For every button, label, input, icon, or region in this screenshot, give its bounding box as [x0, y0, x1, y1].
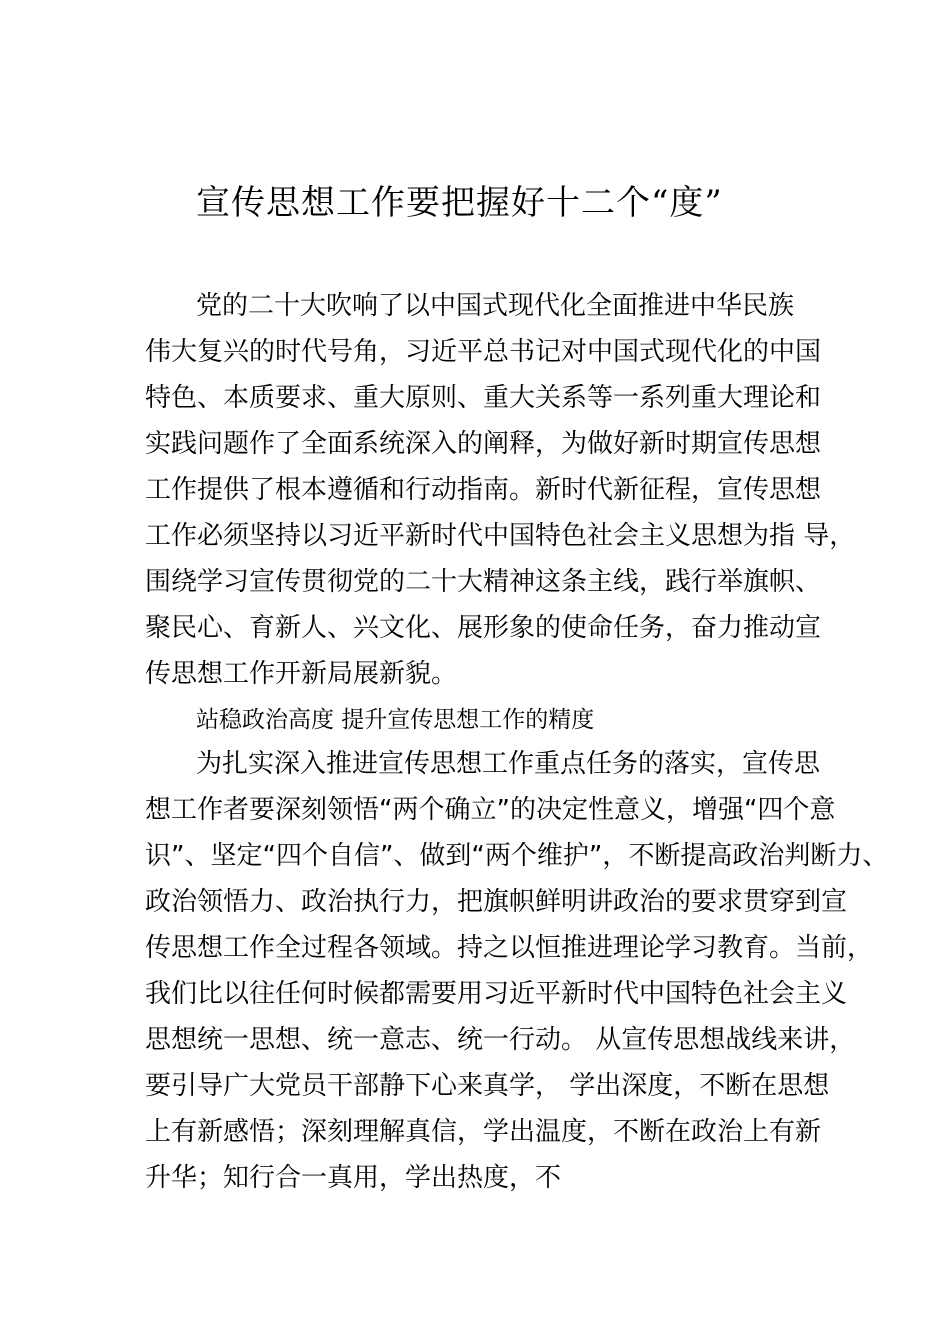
section-heading: 站稳政治高度 提升宣传思想工作的精度	[196, 707, 595, 733]
section-line-3: 识”、坚定“四个自信”、做到“两个维护”，不断提高政治判断力、	[145, 841, 889, 871]
intro-line-4: 实践问题作了全面系统深入的阐释，为做好新时期宣传思想	[145, 429, 822, 459]
intro-line-6: 工作必须坚持以习近平新时代中国特色社会主义思想为指 导，	[145, 521, 856, 551]
section-line-1: 为扎实深入推进宣传思想工作重点任务的落实，宣传思	[196, 749, 821, 779]
section-line-9: 上有新感悟；深刻理解真信，学出温度，不断在政治上有新	[145, 1117, 822, 1147]
section-line-8: 要引导广大党员干部静下心来真学， 学出深度，不断在思想	[145, 1071, 830, 1101]
section-line-6: 我们比以往任何时候都需要用习近平新时代中国特色社会主义	[145, 979, 848, 1009]
intro-line-5: 工作提供了根本遵循和行动指南。新时代新征程，宣传思想	[145, 475, 822, 505]
intro-line-3: 特色、本质要求、重大原则、重大关系等一系列重大理论和	[145, 383, 822, 413]
section-line-10: 升华；知行合一真用，学出热度，不	[145, 1163, 562, 1193]
section-line-4: 政治领悟力、政治执行力，把旗帜鲜明讲政治的要求贯穿到宣	[145, 887, 848, 917]
section-line-5: 传思想工作全过程各领域。持之以恒推进理论学习教育。当前，	[145, 933, 874, 963]
document-title: 宣传思想工作要把握好十二个“度”	[196, 183, 723, 223]
section-line-7: 思想统一思想、统一意志、统一行动。 从宣传思想战线来讲，	[145, 1025, 856, 1055]
intro-line-1: 党的二十大吹响了以中国式现代化全面推进中华民族	[196, 291, 795, 321]
intro-line-9: 传思想工作开新局展新貌。	[145, 659, 458, 689]
intro-line-2: 伟大复兴的时代号角，习近平总书记对中国式现代化的中国	[145, 337, 822, 367]
intro-line-8: 聚民心、育新人、兴文化、展形象的使命任务，奋力推动宣	[145, 613, 822, 643]
intro-line-7: 围绕学习宣传贯彻党的二十大精神这条主线，践行举旗帜、	[145, 567, 822, 597]
section-line-2: 想工作者要深刻领悟“两个确立”的决定性意义，增强“四个意	[145, 795, 836, 825]
